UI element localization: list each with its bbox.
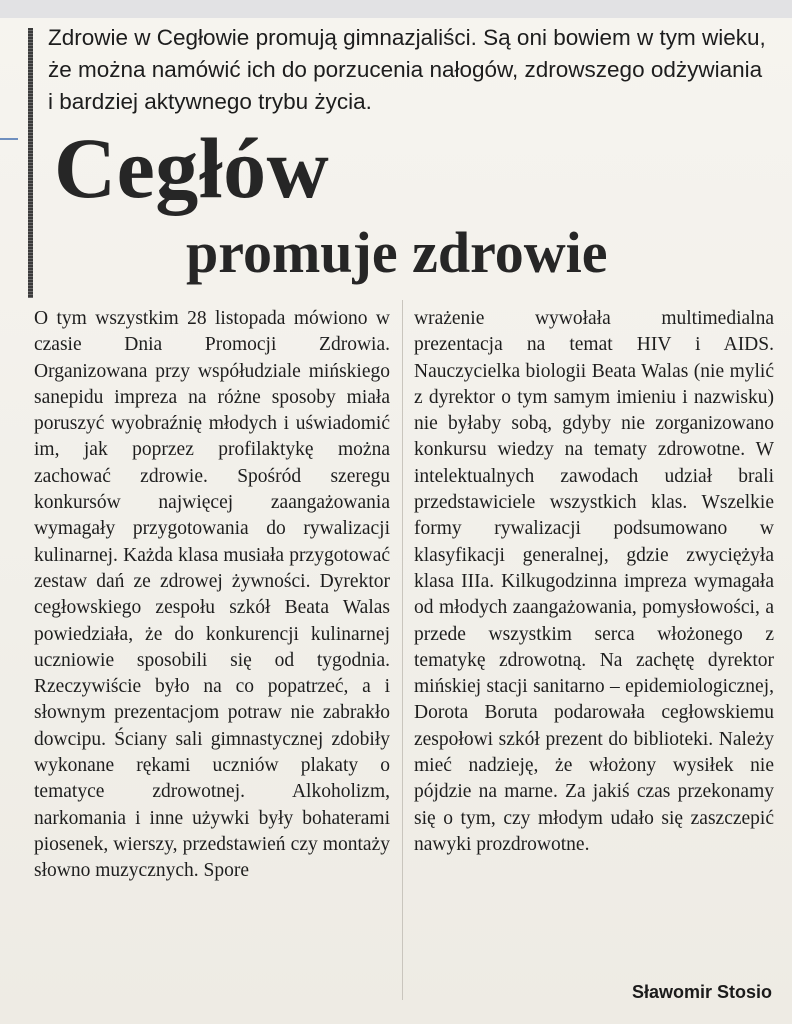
scan-top-edge bbox=[0, 0, 792, 18]
article-column-1: O tym wszystkim 28 listopada mówiono w czasie Dnia Promocji Zdrowia. Organizowana przy współudziale mińskiego sanepidu impreza na różne sposoby miała poruszyć wyobraźnię młodych i uświadomić im, jak poprzez profilaktykę można zachować zdrowie. Spośród szeregu konkursów najwięcej zaangażowania wymagały przygotowania do rywalizacji kulinarnej. Każda klasa musiała przygotować zestaw dań ze zdrowej żywności. Dyrektor cegłowskiego zespołu szkół Beata Walas powiedziała, że do konkurencji kulinarnej uczniowie sposobili się od tygodnia. Rzeczywiście było na co popatrzeć, a i słownym prezentacjom potraw nie zabrakło dowcipu. Ściany sali gimnastycznej zdobiły wykonane rękami uczniów plakaty o tematyce zdrowotnej. Alkoholizm, narkomania i inne używki były bohaterami piosenek, wierszy, przedstawień czy montaży słowno muzycznych. Spore bbox=[34, 308, 390, 882]
article-title-line-1: Cegłów bbox=[54, 120, 330, 216]
scan-edge-mark bbox=[0, 138, 18, 140]
lead-accent-bar bbox=[28, 28, 33, 298]
column-divider bbox=[402, 300, 403, 1000]
article-title-line-2: promuje zdrowie bbox=[186, 220, 608, 285]
article-column-2: wrażenie wywołała multimedialna prezentacja na temat HIV i AIDS. Nauczycielka biologii Beata Walas (nie mylić z dyrektor o tym samym imieniu i nazwisku) nie byłaby sobą, gdyby nie zorganizowano konkursu wiedzy na tematy zdrowotne. W intelektualnych zawodach udział brali przedstawiciele wszystkich klas. Wszelkie formy rywalizacji podsumowano w klasyfikacji generalnej, gdzie zwyciężyła klasa IIIa. Kilkugodzinna impreza wymagała od młodych zaangażowania, pomysłowości, a przede wszystkim serca włożonego z tematykę zdrowotną. Na zachętę dyrektor mińskiej stacji sanitarno – epidemiologicznej, Dorota Boruta podarowała cegłowskiemu zespołowi szkół prezent do biblioteki. Należy mieć nadzieję, że włożony wysiłek nie pójdzie na marne. Za jakiś czas przekonamy się o tym, czy młodym udało się zaszczepić nawyki prozdrowotne. bbox=[414, 308, 774, 855]
article-author: Sławomir Stosio bbox=[631, 982, 772, 1002]
article-lead: Zdrowie w Cegłowie promują gimnazjaliści. Są oni bowiem w tym wieku, że można namówić ich do porzucenia nałogów, zdrowszego odżywiania i bardziej aktywnego trybu życia. bbox=[48, 25, 766, 114]
